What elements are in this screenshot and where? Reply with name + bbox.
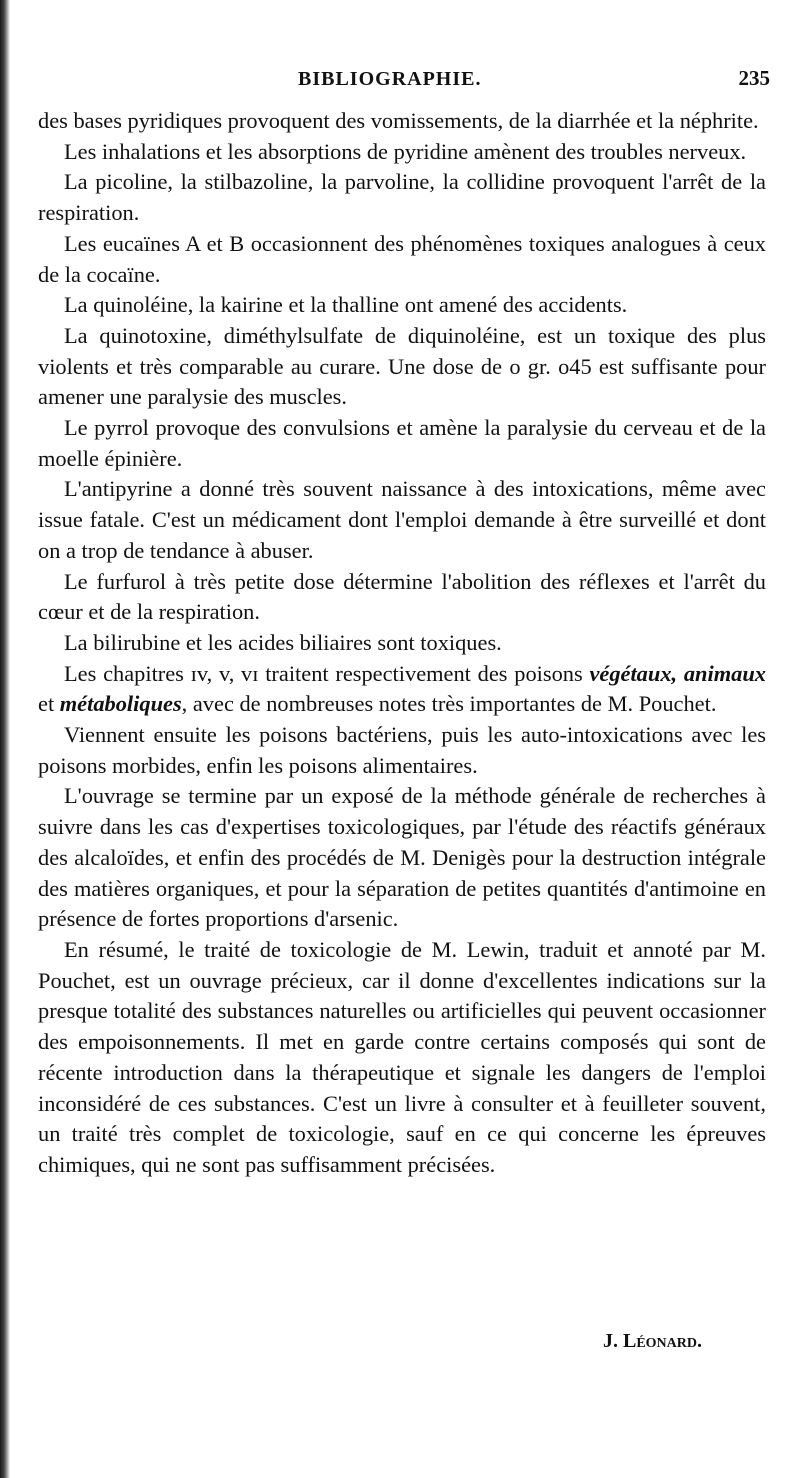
paragraph: La picoline, la stilbazoline, la parvoline, la collidine provoquent l'arrêt de la respiration.	[38, 169, 766, 226]
body-text	[38, 106, 766, 1181]
paragraph: Viennent ensuite les poisons bactériens, puis les auto-intoxications avec les poisons morbides, enfin les poisons alimentaires.	[38, 722, 766, 778]
paragraph: Le pyrrol provoque des convulsions et amène la paralysie du cerveau et de la moelle épinière.	[38, 415, 766, 471]
paragraph: Les inhalations et les absorptions de pyridine amènent des troubles nerveux.	[64, 138, 747, 164]
paragraph: L'antipyrine a donné très souvent naissance à des intoxications, même avec issue fatale. C'est un médicament dont l'emploi demande à être surveillé et dont on a trop de tendance à abuser.	[38, 476, 766, 563]
paragraph: La bilirubine et les acides biliaires sont toxiques.	[64, 629, 502, 655]
text-run: , avec de nombreuses notes très importantes de M. Pouchet.	[181, 691, 717, 717]
italic-term: métaboliques	[59, 691, 182, 717]
page-number: 235	[738, 66, 770, 90]
text-run: et	[38, 691, 60, 717]
signature: J. Léonard.	[602, 1330, 702, 1352]
paragraph: L'ouvrage se termine par un exposé de la méthode générale de recherches à suivre dans les cas d'expertises toxicologiques, par l'étude des réactifs généraux des alcaloïdes, et enfin des procédés de M. Denigès pour la destruction intégrale des matières organiques, et pour la séparation de petites quantités d'antimoine en présence de fortes proportions d'arsenic.	[38, 783, 766, 932]
paragraph: Le furfurol à très petite dose détermine l'abolition des réflexes et l'arrêt du cœur et de la respiration.	[38, 568, 766, 625]
page-header	[298, 66, 770, 96]
paragraph-chapters	[38, 659, 766, 720]
paragraph: des bases pyridiques provoquent des vomissements, de la diarrhée et la néphrite.	[38, 108, 759, 133]
italic-term: végétaux, animaux	[589, 660, 766, 686]
paragraph: La quinoléine, la kairine et la thalline ont amené des accidents.	[64, 292, 628, 318]
text-run: Les chapitres ɪv, v, vɪ traitent respectivement des poisons	[64, 660, 590, 686]
page-edge-shadow	[0, 0, 10, 1478]
running-head: BIBLIOGRAPHIE.	[298, 68, 482, 90]
paragraph: Les eucaïnes A et B occasionnent des phénomènes toxiques analogues à ceux de la cocaïne.	[38, 230, 766, 287]
paragraph: La quinotoxine, diméthylsulfate de diquinoléine, est un toxique des plus violents et très comparable au curare. Une dose de o gr. o45 est suffisante pour amener une paralysie des muscles.	[38, 322, 766, 410]
paragraph: En résumé, le traité de toxicologie de M. Lewin, traduit et annoté par M. Pouchet, est un ouvrage précieux, car il donne d'excellentes indications sur la presque totalité des substances naturelles ou artificielles qui peuvent occasionner des empoisonnements. Il met en garde contre certains composés qui sont de récente introduction dans la thérapeutique et signale les dangers de l'emploi inconsidéré de ces substances. C'est un livre à consulter et à feuilleter souvent, un traité très complet de toxicologie, sauf en ce qui concerne les épreuves chimiques, qui ne sont pas suffisamment précisées.	[38, 936, 766, 1177]
